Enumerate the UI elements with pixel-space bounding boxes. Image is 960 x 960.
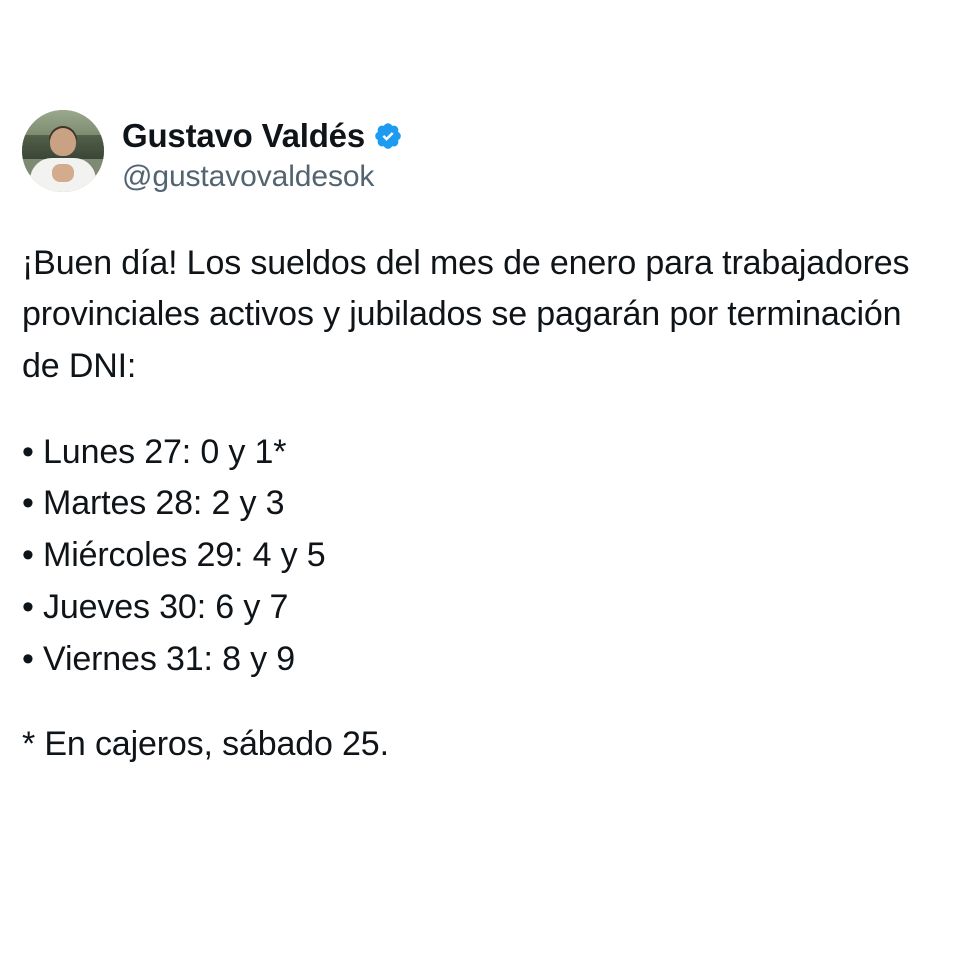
spacer-2 <box>22 685 938 719</box>
tweet-footnote: * En cajeros, sábado 25. <box>22 725 389 764</box>
schedule-line-thursday: • Jueves 30: 6 y 7 <box>22 587 289 626</box>
schedule-line-friday: • Viernes 31: 8 y 9 <box>22 639 296 678</box>
avatar[interactable] <box>22 110 104 192</box>
schedule-line-monday: • Lunes 27: 0 y 1* <box>22 432 287 471</box>
author-names <box>122 110 403 196</box>
tweet-paragraph: ¡Buen día! Los sueldos del mes de enero para trabajadores provinciales activos y jubilados se pagarán por terminación de DNI: <box>22 243 910 386</box>
avatar-face <box>50 128 76 156</box>
schedule-line-wednesday: • Miércoles 29: 4 y 5 <box>22 536 326 575</box>
spacer-1 <box>22 393 938 427</box>
display-name-row <box>122 118 403 154</box>
author-handle[interactable]: @gustavovaldesok <box>122 160 375 194</box>
tweet-header <box>22 110 938 196</box>
tweet-body <box>22 238 938 771</box>
display-name[interactable]: Gustavo Valdés <box>122 117 365 154</box>
avatar-hands <box>52 164 74 182</box>
verified-badge-icon <box>373 121 403 151</box>
schedule-line-tuesday: • Martes 28: 2 y 3 <box>22 484 285 523</box>
